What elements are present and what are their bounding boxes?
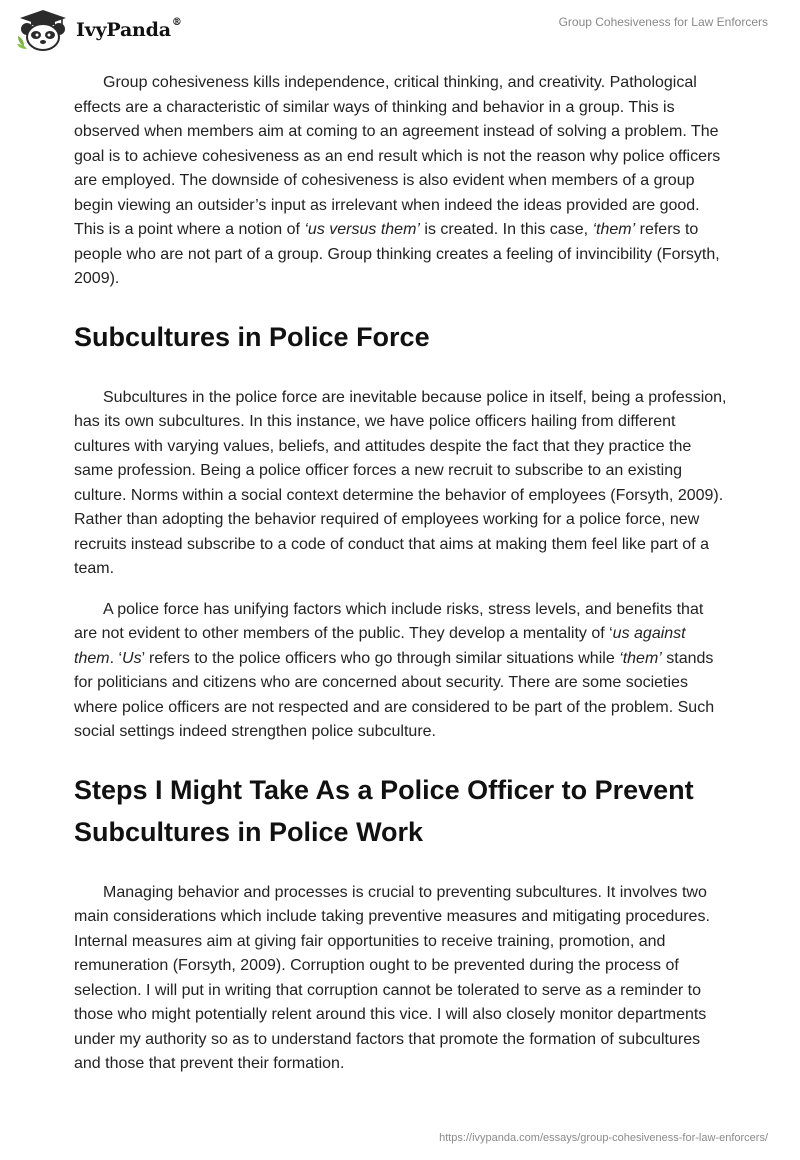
paragraph-1: Group cohesiveness kills independence, critical thinking, and creativity. Pathological effects are a characteristic of similar ways of thinking and behavior in a group. This is observed when members aim at coming to an agreement instead of solving a problem. The goal is to achieve cohesiveness as an end result which is not the reason why police officers are employed. The downside of cohesiveness is also evident when members of a group begin viewing an outsider’s input as irrelevant when indeed the ideas provided are good. This is a point where a notion of ‘us versus them’ is created. In this case, ‘them’ refers to people who are not part of a group. Group thinking creates a feeling of invincibility (Forsyth, 2009). xyxy=(74,74,721,287)
document-title: Group Cohesiveness for Law Enforcers xyxy=(558,15,768,29)
section-heading-steps: Steps I Might Take As a Police Officer to Prevent Subcultures in Police Work xyxy=(74,774,694,847)
essay-body xyxy=(74,71,730,1077)
page-header xyxy=(0,0,800,70)
paragraph-4: Managing behavior and processes is crucial to preventing subcultures. It involves two main considerations which include taking preventive measures and mitigating procedures. Internal measures aim at giving fair opportunities to receive training, promotion, and remuneration (Forsyth, 2009). Corruption ought to be prevented during the process of selection. I will put in writing that corruption cannot be tolerated to serve as a reminder to those who might potentially relent around this vice. I will also closely monitor departments under my authority so as to understand factors that promote the formation of subcultures and those that prevent their formation. xyxy=(74,883,710,1072)
section-heading-subcultures: Subcultures in Police Force xyxy=(74,321,430,352)
brand-logo[interactable] xyxy=(16,8,182,52)
source-url[interactable]: https://ivypanda.com/essays/group-cohesiveness-for-law-enforcers/ xyxy=(439,1132,768,1144)
brand-name: IvyPanda® xyxy=(76,17,182,41)
panda-graduate-icon xyxy=(16,8,70,52)
paragraph-2: Subcultures in the police force are inevitable because police in itself, being a profession, has its own subcultures. In this instance, we have police officers hailing from different cultures with varying values, beliefs, and attitudes despite the fact that they practice the same profession. Being a police officer forces a new recruit to subscribe to an existing culture. Norms within a social context determine the behavior of employees (Forsyth, 2009). Rather than adopting the behavior required of employees working for a police force, new recruits instead subscribe to a code of conduct that aims at making them feel like part of a team. xyxy=(74,388,727,577)
paragraph-3: A police force has unifying factors which include risks, stress levels, and benefits that are not evident to other members of the public. They develop a mentality of ‘us against them. ‘Us’ refers to the police officers who go through similar situations while ‘them’ stands for politicians and citizens who are concerned about security. There are some societies where police officers are not respected and are considered to be part of the problem. Such social settings indeed strengthen police subculture. xyxy=(74,600,715,740)
